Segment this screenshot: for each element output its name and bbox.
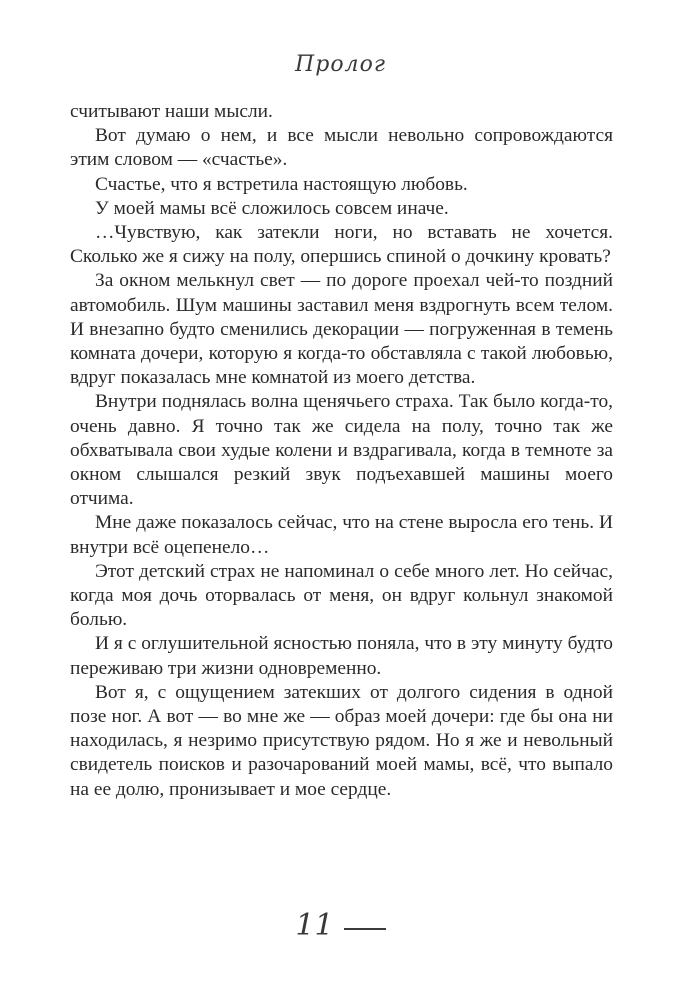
paragraph: Мне даже показалось сейчас, что на стене выросла его тень. И внутри всё оцепенело…	[70, 512, 613, 558]
paragraph: Внутри поднялась волна щенячьего страха. Так было когда-то, очень давно. Я точно так же сидела на полу, точно так же обхватывала свои худые колени и вздрагивала, когда в темноте за окном слышался резкий звук подъехавшей машины моего отчима.	[70, 391, 613, 510]
running-head: Пролог	[295, 52, 386, 77]
paragraph: И я с оглушительной ясностью поняла, что в эту минуту будто переживаю три жизни одновременно.	[70, 633, 613, 679]
paragraph: считывают наши мысли.	[70, 101, 273, 122]
paragraph: У моей мамы всё сложилось совсем иначе.	[95, 197, 449, 219]
page-number: 11	[295, 908, 334, 943]
paragraph: За окном мелькнул свет — по дороге проехал чей-то поздний автомобиль. Шум машины заставил меня вздрогнуть всем телом. И внезапно будто сменились декорации — погруженная в темень комната дочери, которую я когда-то обставляла с такой любовью, вдруг показалась мне комнатой из моего детства.	[70, 270, 613, 389]
paragraph: Счастье, что я встретила настоящую любовь.	[95, 173, 468, 195]
paragraph: Вот я, с ощущением затекших от долгого сидения в одной позе ног. А вот — во мне же — образ моей дочери: где бы она ни находилась, я незримо присутствую рядом. Но я же и невольный свидетель поисков и разочарований моей мамы, всё, что выпало на ее долю, пронизывает и мое сердце.	[70, 681, 613, 800]
body-text	[70, 100, 613, 802]
page-number-block	[0, 908, 681, 943]
paragraph: …Чувствую, как затекли ноги, но вставать не хочется. Сколько же я сижу на полу, опершись спиной о дочкину кровать?	[70, 222, 613, 268]
paragraph: Вот думаю о нем, и все мысли невольно сопровождаются этим словом — «счастье».	[70, 125, 613, 171]
folio-rule	[344, 928, 386, 930]
paragraph: Этот детский страх не напоминал о себе много лет. Но сейчас, когда моя дочь оторвалась от меня, он вдруг кольнул знакомой болью.	[70, 560, 613, 631]
